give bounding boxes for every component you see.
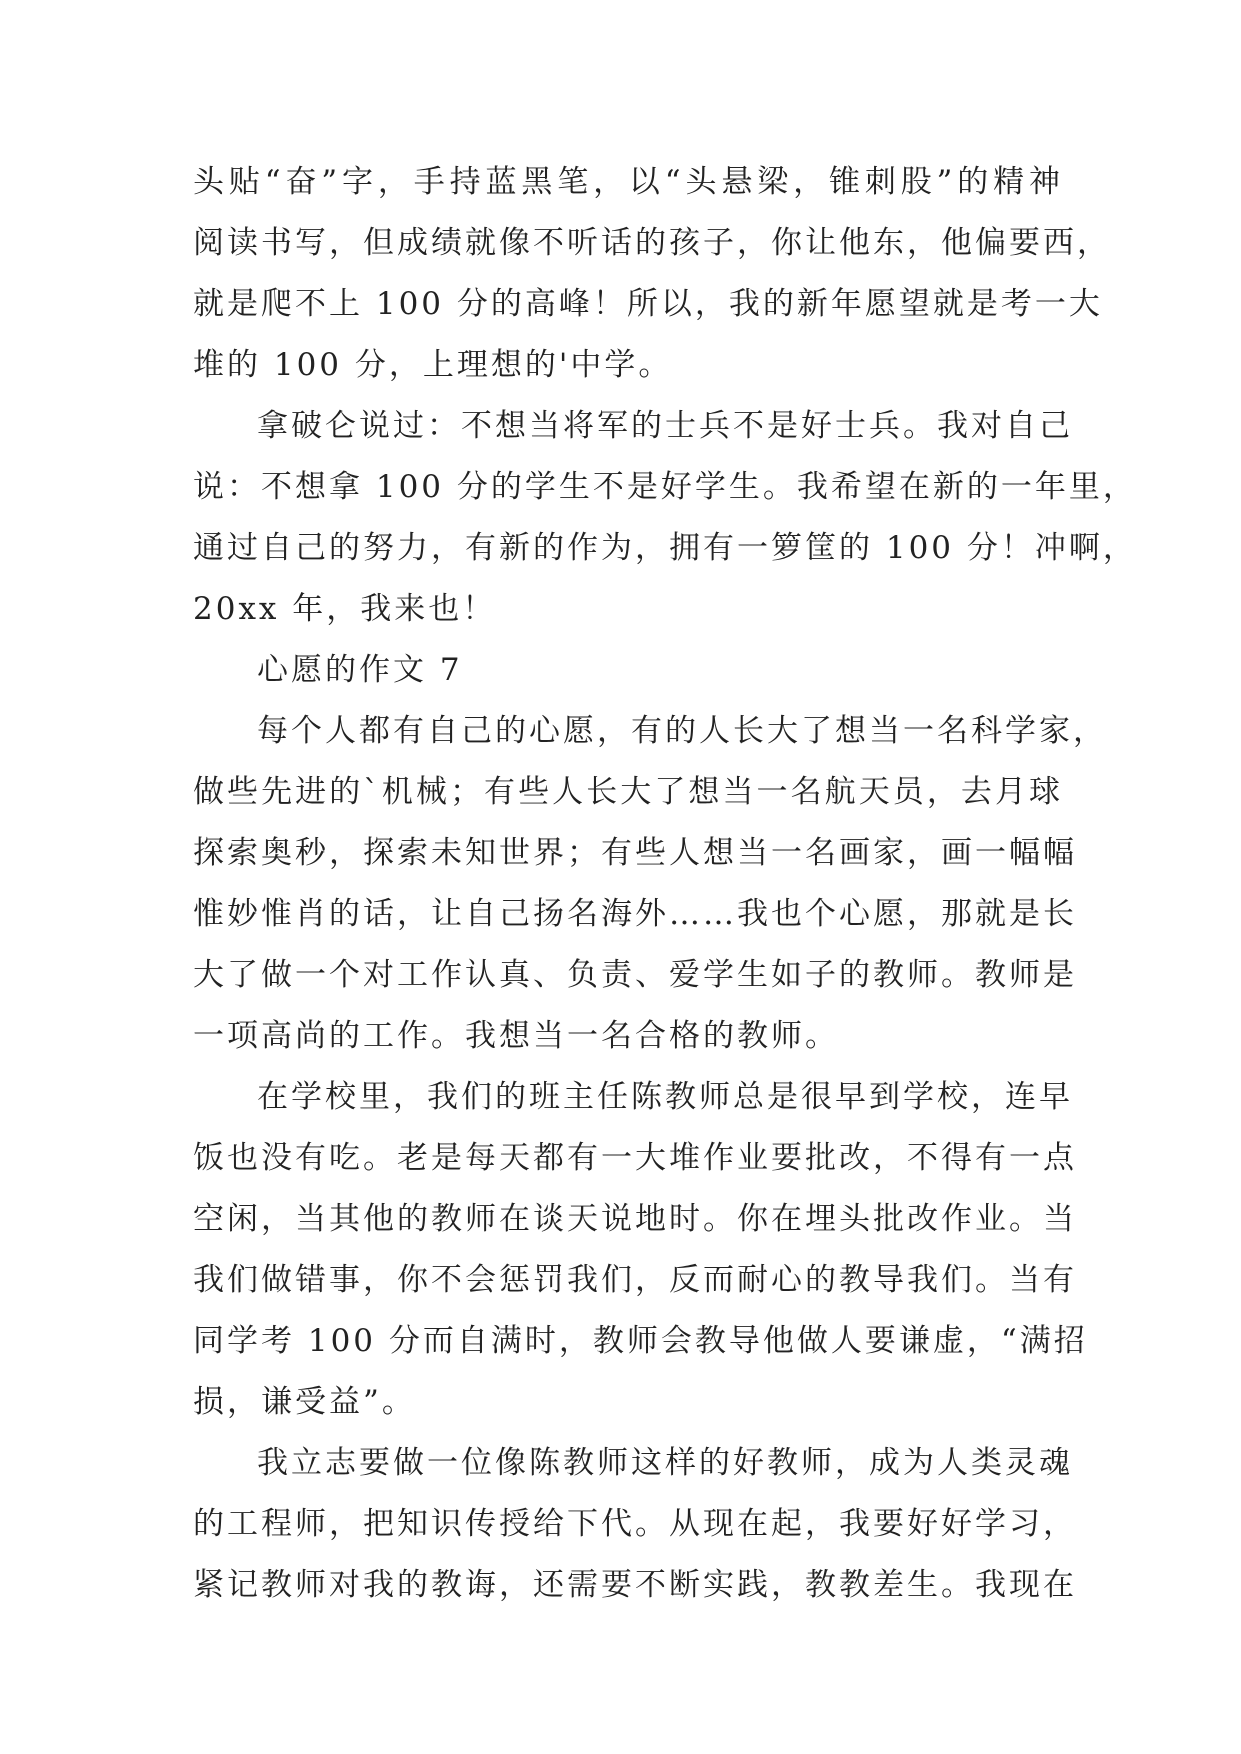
text-line: 紧记教师对我的教诲，还需要不断实践，教教差生。我现在 <box>193 1567 1077 1603</box>
text-line: 做些先进的`机械；有些人长大了想当一名航天员，去月球 <box>193 774 1063 810</box>
text-line: 损，谦受益”。 <box>193 1384 416 1420</box>
text-line: 通过自己的努力，有新的作为，拥有一箩筐的 100 分！冲啊， <box>193 530 1137 566</box>
text-line: 探索奥秒，探索未知世界；有些人想当一名画家，画一幅幅 <box>193 835 1077 871</box>
text-line: 说：不想拿 100 分的学生不是好学生。我希望在新的一年里， <box>193 469 1137 505</box>
text-line: 饭也没有吃。老是每天都有一大堆作业要批改，不得有一点 <box>193 1140 1077 1176</box>
text-line: 大了做一个对工作认真、负责、爱学生如子的教师。教师是 <box>193 957 1077 993</box>
text-line: 的工程师，把知识传授给下代。从现在起，我要好好学习， <box>193 1506 1077 1542</box>
text-line: 就是爬不上 100 分的高峰！所以，我的新年愿望就是考一大 <box>193 286 1103 322</box>
document-body <box>193 152 1137 1616</box>
text-line: 空闲，当其他的教师在谈天说地时。你在埋头批改作业。当 <box>193 1201 1077 1237</box>
text-line: 头贴“奋”字，手持蓝黑笔，以“头悬梁，锥刺股”的精神 <box>193 164 1063 200</box>
text-line: 我们做错事，你不会惩罚我们，反而耐心的教导我们。当有 <box>193 1262 1077 1298</box>
text-line: 每个人都有自己的心愿，有的人长大了想当一名科学家， <box>257 713 1107 749</box>
text-line: 20xx 年，我来也！ <box>193 591 497 627</box>
text-line: 惟妙惟肖的话，让自己扬名海外……我也个心愿，那就是长 <box>193 896 1077 932</box>
text-line: 我立志要做一位像陈教师这样的好教师，成为人类灵魂 <box>257 1445 1073 1481</box>
text-line: 一项高尚的工作。我想当一名合格的教师。 <box>193 1018 839 1054</box>
text-line: 阅读书写，但成绩就像不听话的孩子，你让他东，他偏要西， <box>193 225 1111 261</box>
text-line: 心愿的作文 7 <box>257 652 463 688</box>
text-line: 在学校里，我们的班主任陈教师总是很早到学校，连早 <box>257 1079 1073 1115</box>
text-line: 拿破仑说过：不想当将军的士兵不是好士兵。我对自己 <box>257 408 1073 444</box>
text-line: 堆的 100 分，上理想的'中学。 <box>193 347 673 383</box>
text-line: 同学考 100 分而自满时，教师会教导他做人要谦虚，“满招 <box>193 1323 1088 1359</box>
